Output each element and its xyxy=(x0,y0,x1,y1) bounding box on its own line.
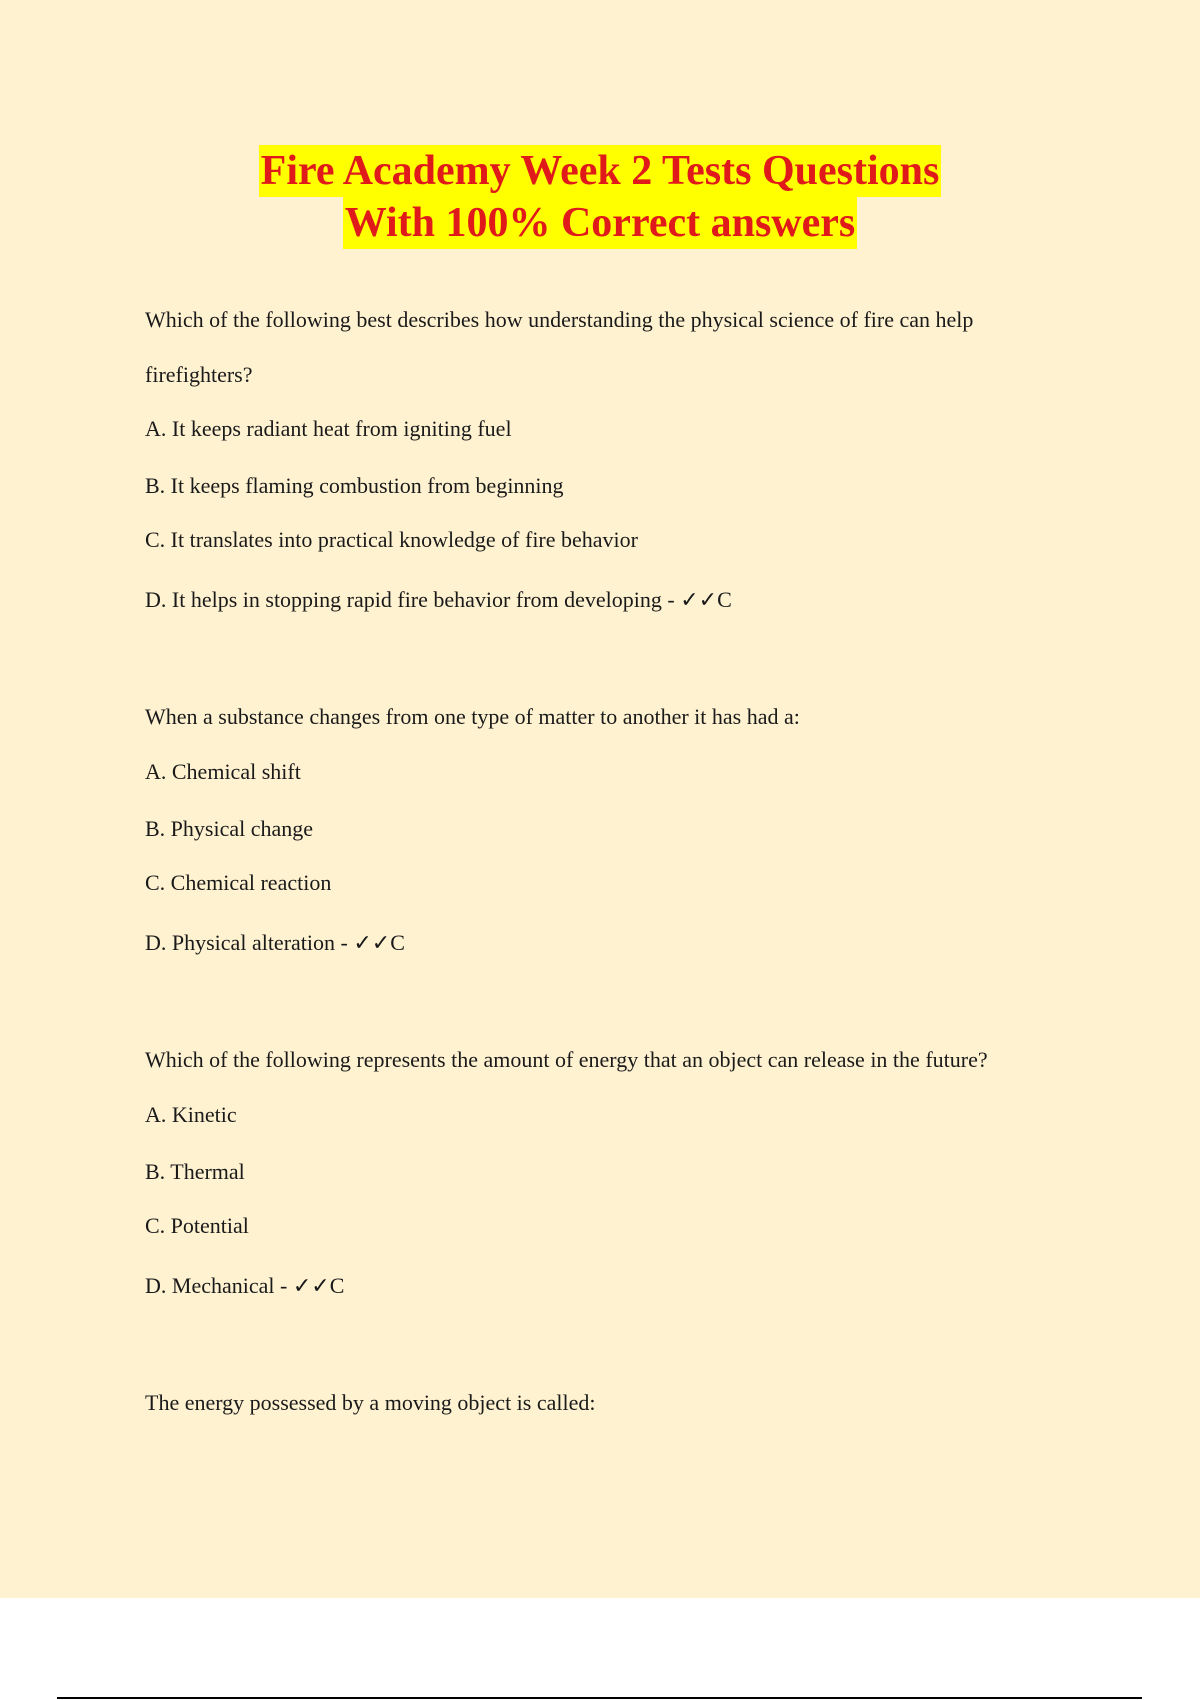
question-1-option-d: D. It helps in stopping rapid fire behavior from developing - ✓✓C xyxy=(145,587,732,612)
question-1-option-a: A. It keeps radiant heat from igniting fuel xyxy=(145,416,512,441)
question-2-option-c: C. Chemical reaction xyxy=(145,870,332,895)
title-line-2: With 100% Correct answers xyxy=(343,197,858,249)
footer-divider xyxy=(57,1697,1142,1699)
question-1-option-b: B. It keeps flaming combustion from beginning xyxy=(145,473,564,498)
question-4-stem-line-1: The energy possessed by a moving object is called: xyxy=(145,1390,596,1415)
question-3-stem-line-1: Which of the following represents the amount of energy that an object can release in the future? xyxy=(145,1047,988,1072)
question-1-stem-line-2: firefighters? xyxy=(145,362,253,387)
question-3-option-a: A. Kinetic xyxy=(145,1102,237,1127)
question-3-option-c: C. Potential xyxy=(145,1213,249,1238)
question-2-stem-line-1: When a substance changes from one type of matter to another it has had a: xyxy=(145,704,800,729)
question-2-option-b: B. Physical change xyxy=(145,816,314,841)
question-3-option-b: B. Thermal xyxy=(145,1159,245,1184)
question-3-option-d: D. Mechanical - ✓✓C xyxy=(145,1273,345,1298)
question-2-option-a: A. Chemical shift xyxy=(145,759,301,784)
question-2-option-d: D. Physical alteration - ✓✓C xyxy=(145,930,405,955)
question-1-option-c: C. It translates into practical knowledge of fire behavior xyxy=(145,527,638,552)
question-1-stem-line-1: Which of the following best describes how understanding the physical science of fire can help xyxy=(145,307,974,332)
title-line-1: Fire Academy Week 2 Tests Questions xyxy=(259,145,942,197)
page-title xyxy=(0,145,1200,249)
